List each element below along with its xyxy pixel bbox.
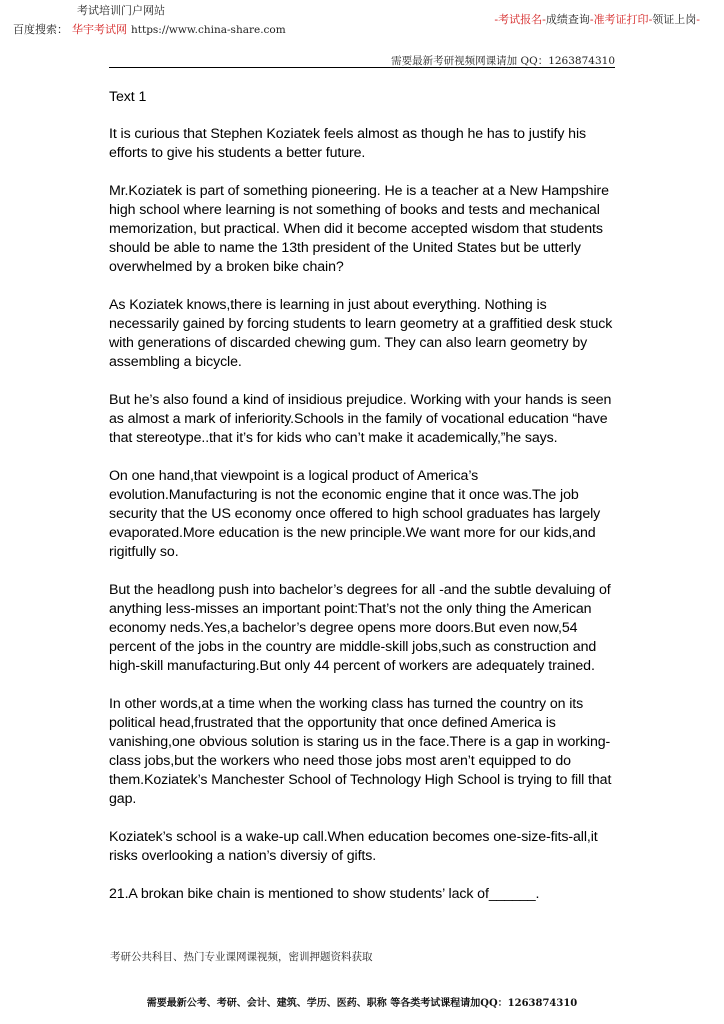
header-quick-links [494, 11, 700, 27]
article-paragraph: As Koziatek knows,there is learning in just about everything. Nothing is necessarily gained by forcing students to learn geometry at a graffitied desk stuck with generations of discarded chewing gum. They can also learn geometry by assembling a bicycle. [109, 297, 613, 370]
question-21: 21.A brokan bike chain is mentioned to show students’ lack of______. [109, 886, 540, 902]
header-divider [109, 67, 615, 68]
link-certificate[interactable]: 领证上岗 [652, 13, 697, 26]
link-admission-ticket[interactable]: 准考证打印 [593, 13, 649, 26]
link-separator: - [542, 13, 546, 26]
header-search-line [13, 21, 286, 37]
article-body [109, 88, 617, 923]
article-paragraph: It is curious that Stephen Koziatek feels almost as though he has to justify his efforts to give his students a better future. [109, 126, 587, 161]
article-paragraph: Koziatek’s school is a wake-up call.When education becomes one-size-fits-all,it risks overlooking a nation’s diversiy of gifts. [109, 829, 598, 864]
article-paragraph: On one hand,that viewpoint is a logical product of America’s evolution.Manufacturing is not the economic engine that it once was.The job security that the US economy once offered to high school graduates has largely evaporated.More education is the new principle.We want more for our kids,and rigitfully so. [109, 468, 601, 560]
article-paragraph: In other words,at a time when the working class has turned the country on its political head,frustrated that the opportunity that once defined America is vanishing,one obvious solution is staring us in the face.There is a gap in working-class jobs,but the workers who need those jobs most aren’t equipped to do them.Koziatek’s Manchester School of Technology High School is trying to fill that gap. [109, 696, 612, 807]
search-label: 百度搜索： [13, 23, 68, 36]
link-exam-registration[interactable]: 考试报名 [498, 13, 543, 26]
promo-text: 考研公共科目、热门专业课网课视频，密训押题资料获取 [110, 951, 373, 963]
link-separator: - [494, 13, 499, 26]
link-separator: - [589, 13, 594, 26]
site-url-link[interactable]: https://www.china-share.com [131, 24, 286, 36]
link-separator: - [696, 13, 700, 26]
article-paragraph: But he’s also found a kind of insidious prejudice. Working with your hands is seen as almost a mark of inferiority.Schools in the family of vocational education “have that stereotype..that it’s for kids who can’t make it academically,”he says. [109, 392, 612, 446]
article-paragraph: But the headlong push into bachelor’s degrees for all -and the subtle devaluing of anything less-misses an important point:That’s not the only thing the American economy neds.Yes,a bachelor’s degree opens more doors.But even now,54 percent of the jobs in the country are middle-skill jobs,such as construction and high-skill manufacturing.But only 44 percent of workers are adequately trained. [109, 582, 611, 674]
header-notice: 需要最新考研视频网课请加 QQ：1263874310 [391, 55, 615, 67]
header-left-top: 考试培训门户网站 [77, 4, 165, 17]
article-title: Text 1 [109, 89, 147, 105]
link-score-query[interactable]: 成绩查询 [545, 13, 590, 26]
article-paragraph: Mr.Koziatek is part of something pioneering. He is a teacher at a New Hampshire high school where learning is not something of books and tests and mechanical memorization, but practical. When did it become accepted wisdom that students should be able to name the 13th president of the United States but be utterly overwhelmed by a broken bike chain? [109, 183, 609, 275]
footer-notice: 需要最新公考、考研、会计、建筑、学历、医药、职称 等各类考试课程请加QQ：1263874310 [146, 998, 578, 1009]
link-separator: - [648, 13, 653, 26]
site-name-link[interactable]: 华宇考试网 [72, 23, 127, 36]
